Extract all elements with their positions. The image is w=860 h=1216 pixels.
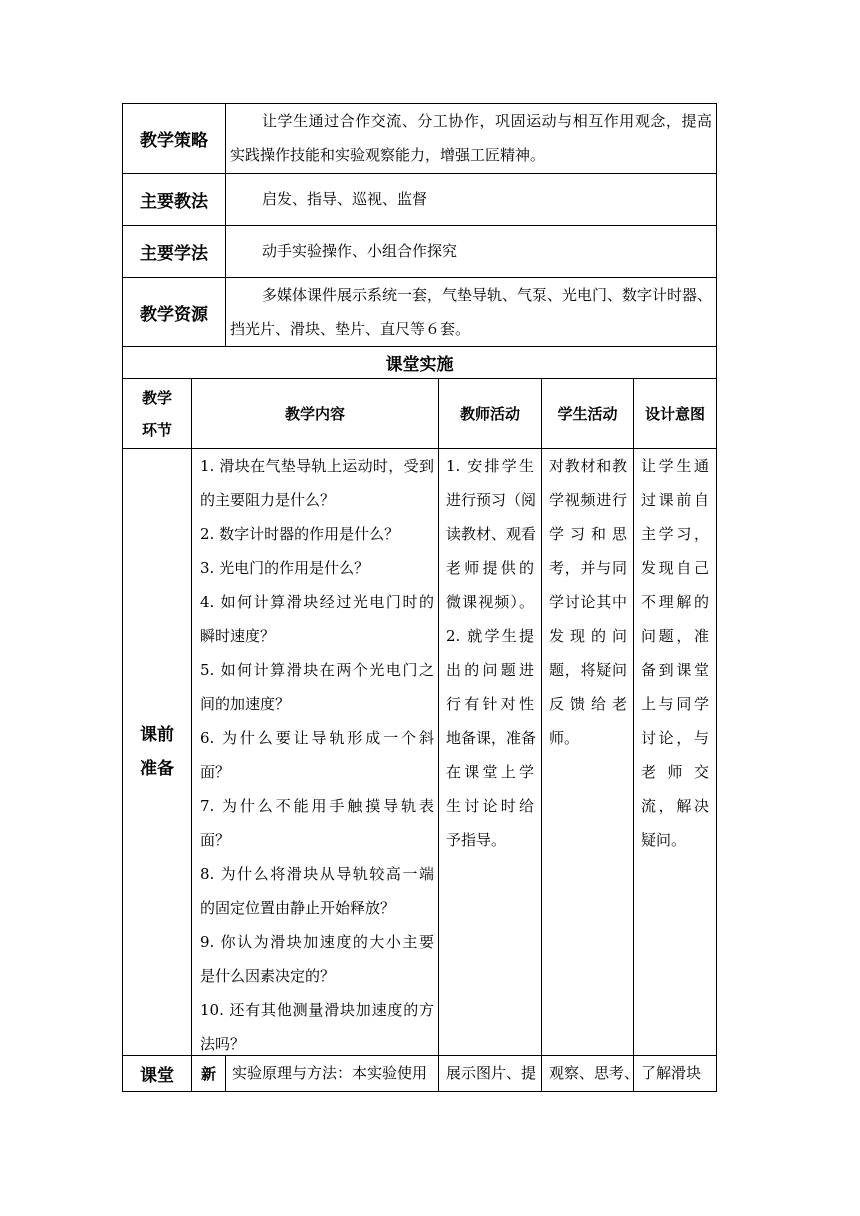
prep-teacher-activity: 1. 安排学生 进行预习（阅 读教材、观看 老师提供的 微课视频）。 2. 就学生提 出的问题进 行有针对性 地备课，准备 在课堂上学 生讨论时给 予指导。 bbox=[446, 457, 537, 849]
table-border bbox=[716, 103, 717, 1092]
row-label-teaching-method: 主要教法 bbox=[140, 192, 208, 212]
learning-method-text: 动手实验操作、小组合作探究 bbox=[262, 242, 458, 260]
class-substage-label: 新 bbox=[200, 1065, 216, 1083]
teaching-method-text: 启发、指导、巡视、监督 bbox=[262, 190, 428, 208]
class-teacher-text: 展示图片、提 bbox=[446, 1064, 537, 1082]
prep-student-activity: 对教材和教 学视频进行 学习和思 考，并与同 学讨论其中 发现的问 题，将疑问 反馈给老 师。 bbox=[549, 457, 627, 747]
section-title: 课堂实施 bbox=[385, 355, 454, 375]
table-border bbox=[438, 378, 439, 1092]
class-stage-label: 课堂 bbox=[140, 1066, 174, 1086]
header-student: 学生活动 bbox=[557, 405, 618, 423]
table-border bbox=[122, 1091, 717, 1092]
class-design-text: 了解滑块 bbox=[641, 1064, 702, 1082]
table-border bbox=[225, 103, 226, 346]
prep-content-list: 1. 滑块在气垫导轨上运动时，受到 的主要阻力是什么？ 2. 数字计时器的作用是什么？ 3. 光电门的作用是什么？ 4. 如何计算滑块经过光电门时的 瞬时速度？ 5. 如何计算滑块在两个光电门之 间的加速度？ 6. 为什么要让导轨形成一个斜 面？ 7. 为什么不能用手触摸导轨表 面？ 8. 为什么将滑块从导轨较高一端 的固定位置由静止开始释放？ 9. 你认为滑块加速度的大小主要 是什么因素决定的？ 10. 还有其他测量滑块加速度的方 法吗？ bbox=[200, 457, 434, 1053]
class-content-text: 实验原理与方法：本实验使用 bbox=[232, 1064, 428, 1082]
table-border bbox=[633, 378, 634, 1092]
header-teacher: 教师活动 bbox=[459, 405, 520, 423]
table-border bbox=[541, 378, 542, 1092]
row-label-strategy: 教学策略 bbox=[140, 131, 208, 151]
table-border bbox=[191, 378, 192, 1092]
header-design: 设计意图 bbox=[644, 405, 705, 423]
header-content: 教学内容 bbox=[284, 405, 345, 423]
header-stage: 教学 环节 bbox=[141, 388, 172, 439]
prep-stage-label: 课前 准备 bbox=[140, 725, 174, 779]
class-student-text: 观察、思考、 bbox=[549, 1064, 640, 1082]
strategy-text: 让学生通过合作交流、分工协作，巩固运动与相互作用观念，提高 实践操作技能和实验观察能力，增强工匠精神。 bbox=[230, 112, 712, 164]
row-label-resources: 教学资源 bbox=[140, 304, 208, 325]
resources-text: 多媒体课件展示系统一套，气垫导轨、气泵、光电门、数字计时器、 挡光片、滑块、垫片、直尺等６套。 bbox=[230, 286, 713, 338]
row-label-learning-method: 主要学法 bbox=[140, 244, 208, 264]
prep-design-intent: 让学生通 过课前自 主学习， 发现自己 不理解的 问题，准 备到课堂 上与同学 讨论，与 老师交 流，解决 疑问。 bbox=[641, 457, 709, 849]
